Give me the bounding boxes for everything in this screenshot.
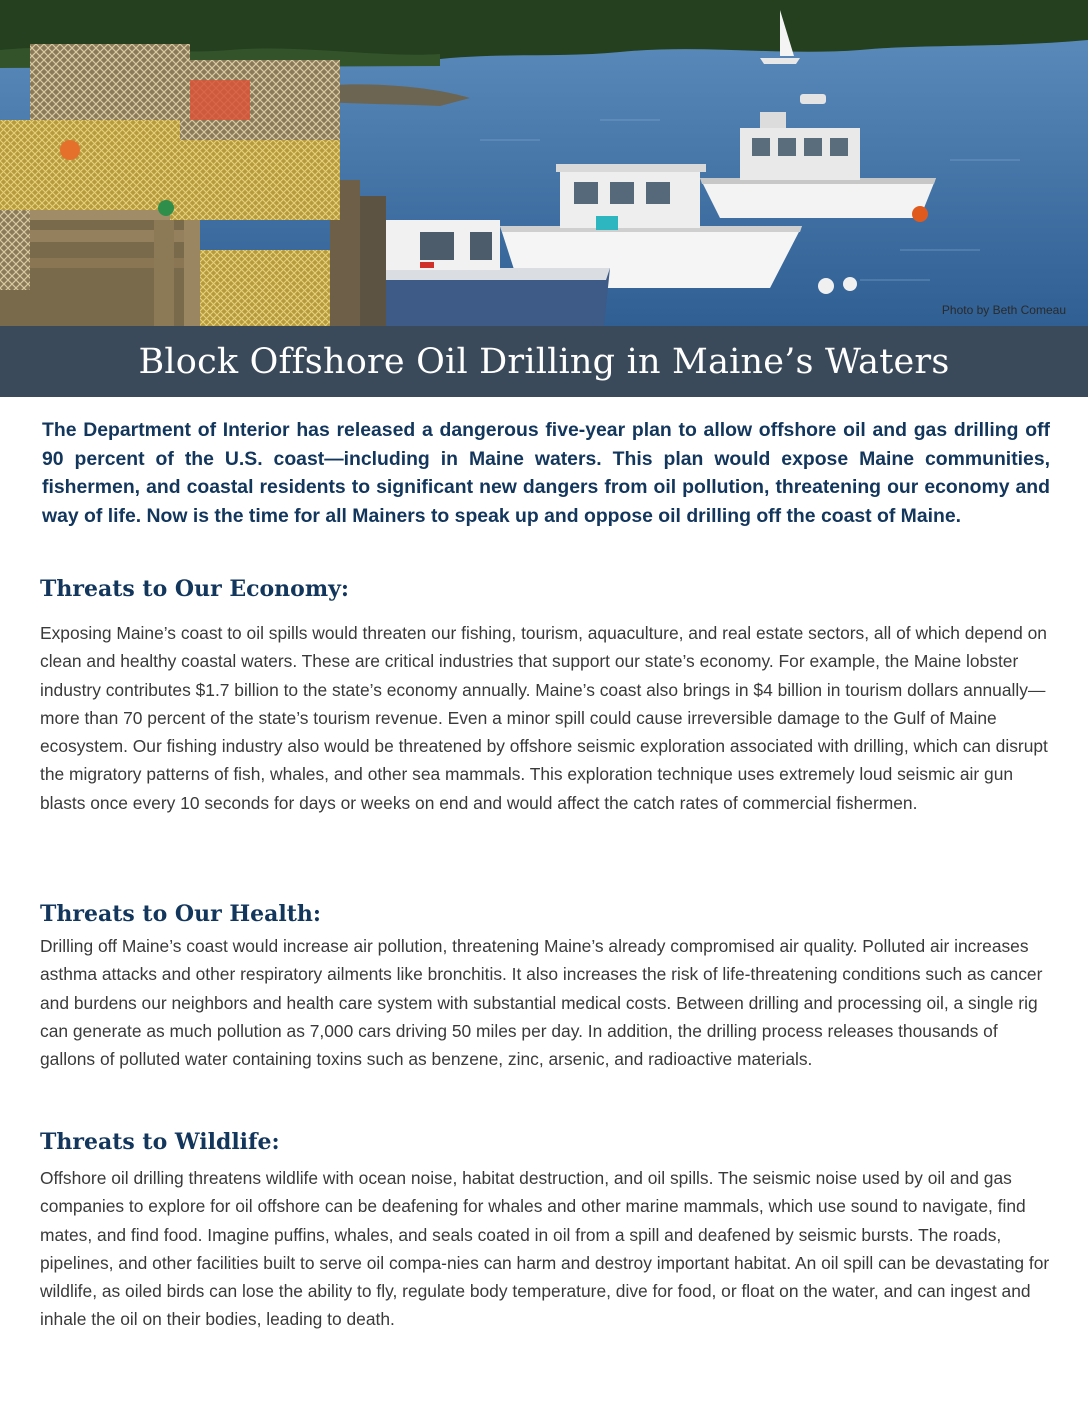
section-body-wildlife: Offshore oil drilling threatens wildlife with ocean noise, habitat destruction, and oil spills. The seismic noise used by oil and gas companies to explore for oil offshore can be deafening for whales and other marine mammals, which use sound to navigate, find mates, and find food. Imagine puffins, whales, and seals coated in oil from a spill and deafened by seismic bursts. The roads, pipelines, and other facilities built to serve oil compa-nies can harm and destroy important habitat. An oil spill can be devastating for wildlife, as oiled birds can lose the ability to fly, regulate body temperature, dive for food, or float on the water, and can ingest and inhale the oil on their bodies, leading to death. xyxy=(40,1168,1050,1330)
hero-photo xyxy=(0,0,1088,326)
section-heading-wildlife: Threats to Wildlife: xyxy=(40,1129,280,1155)
section-body-economy: Exposing Maine’s coast to oil spills would threaten our fishing, tourism, aquaculture, and real estate sectors, all of which depend on clean and healthy coastal waters. These are critical industries that support our state’s economy. For example, the Maine lobster industry contributes $1.7 billion to the state’s economy annually. Maine’s coast also brings in $4 billion in tourism dollars annually—more than 70 percent of the state’s tourism revenue. Even a minor spill could cause irreversible damage to the Gulf of Maine ecosystem. Our fishing industry also would be threatened by offshore seismic exploration associated with drilling, which can disrupt the migratory patterns of fish, whales, and other sea mammals. This exploration technique uses extremely loud seismic air gun blasts once every 10 seconds for days or weeks on end and would affect the catch rates of commercial fishermen. xyxy=(40,623,1048,813)
title-banner xyxy=(0,326,1088,397)
section-heading-economy: Threats to Our Economy: xyxy=(40,576,350,602)
photo-credit: Photo by Beth Comeau xyxy=(941,303,1066,317)
intro-paragraph: The Department of Interior has released a dangerous five-year plan to allow offshore oil and gas drilling off 90 percent of the U.S. coast—including in Maine waters. This plan would expose Maine communities, fishermen, and coastal residents to significant new dangers from oil pollution, threatening our economy and way of life. Now is the time for all Mainers to speak up and oppose oil drilling off the coast of Maine. xyxy=(42,419,1050,527)
harbor-boats-image xyxy=(0,0,1088,326)
section-body-health: Drilling off Maine’s coast would increase air pollution, threatening Maine’s already compromised air quality. Polluted air increases asthma attacks and other respiratory ailments like bronchitis. It also increases the risk of life-threatening conditions such as cancer and burdens our neighbors and health care system with substantial medical costs. Between drilling and processing oil, a single rig can generate as much pollution as 7,000 cars driving 50 miles per day. In addition, the drilling process releases thousands of gallons of polluted water containing toxins such as benzene, zinc, arsenic, and radioactive materials. xyxy=(40,936,1043,1070)
section-heading-health: Threats to Our Health: xyxy=(40,901,321,927)
page-title: Block Offshore Oil Drilling in Maine’s Waters xyxy=(138,341,950,382)
